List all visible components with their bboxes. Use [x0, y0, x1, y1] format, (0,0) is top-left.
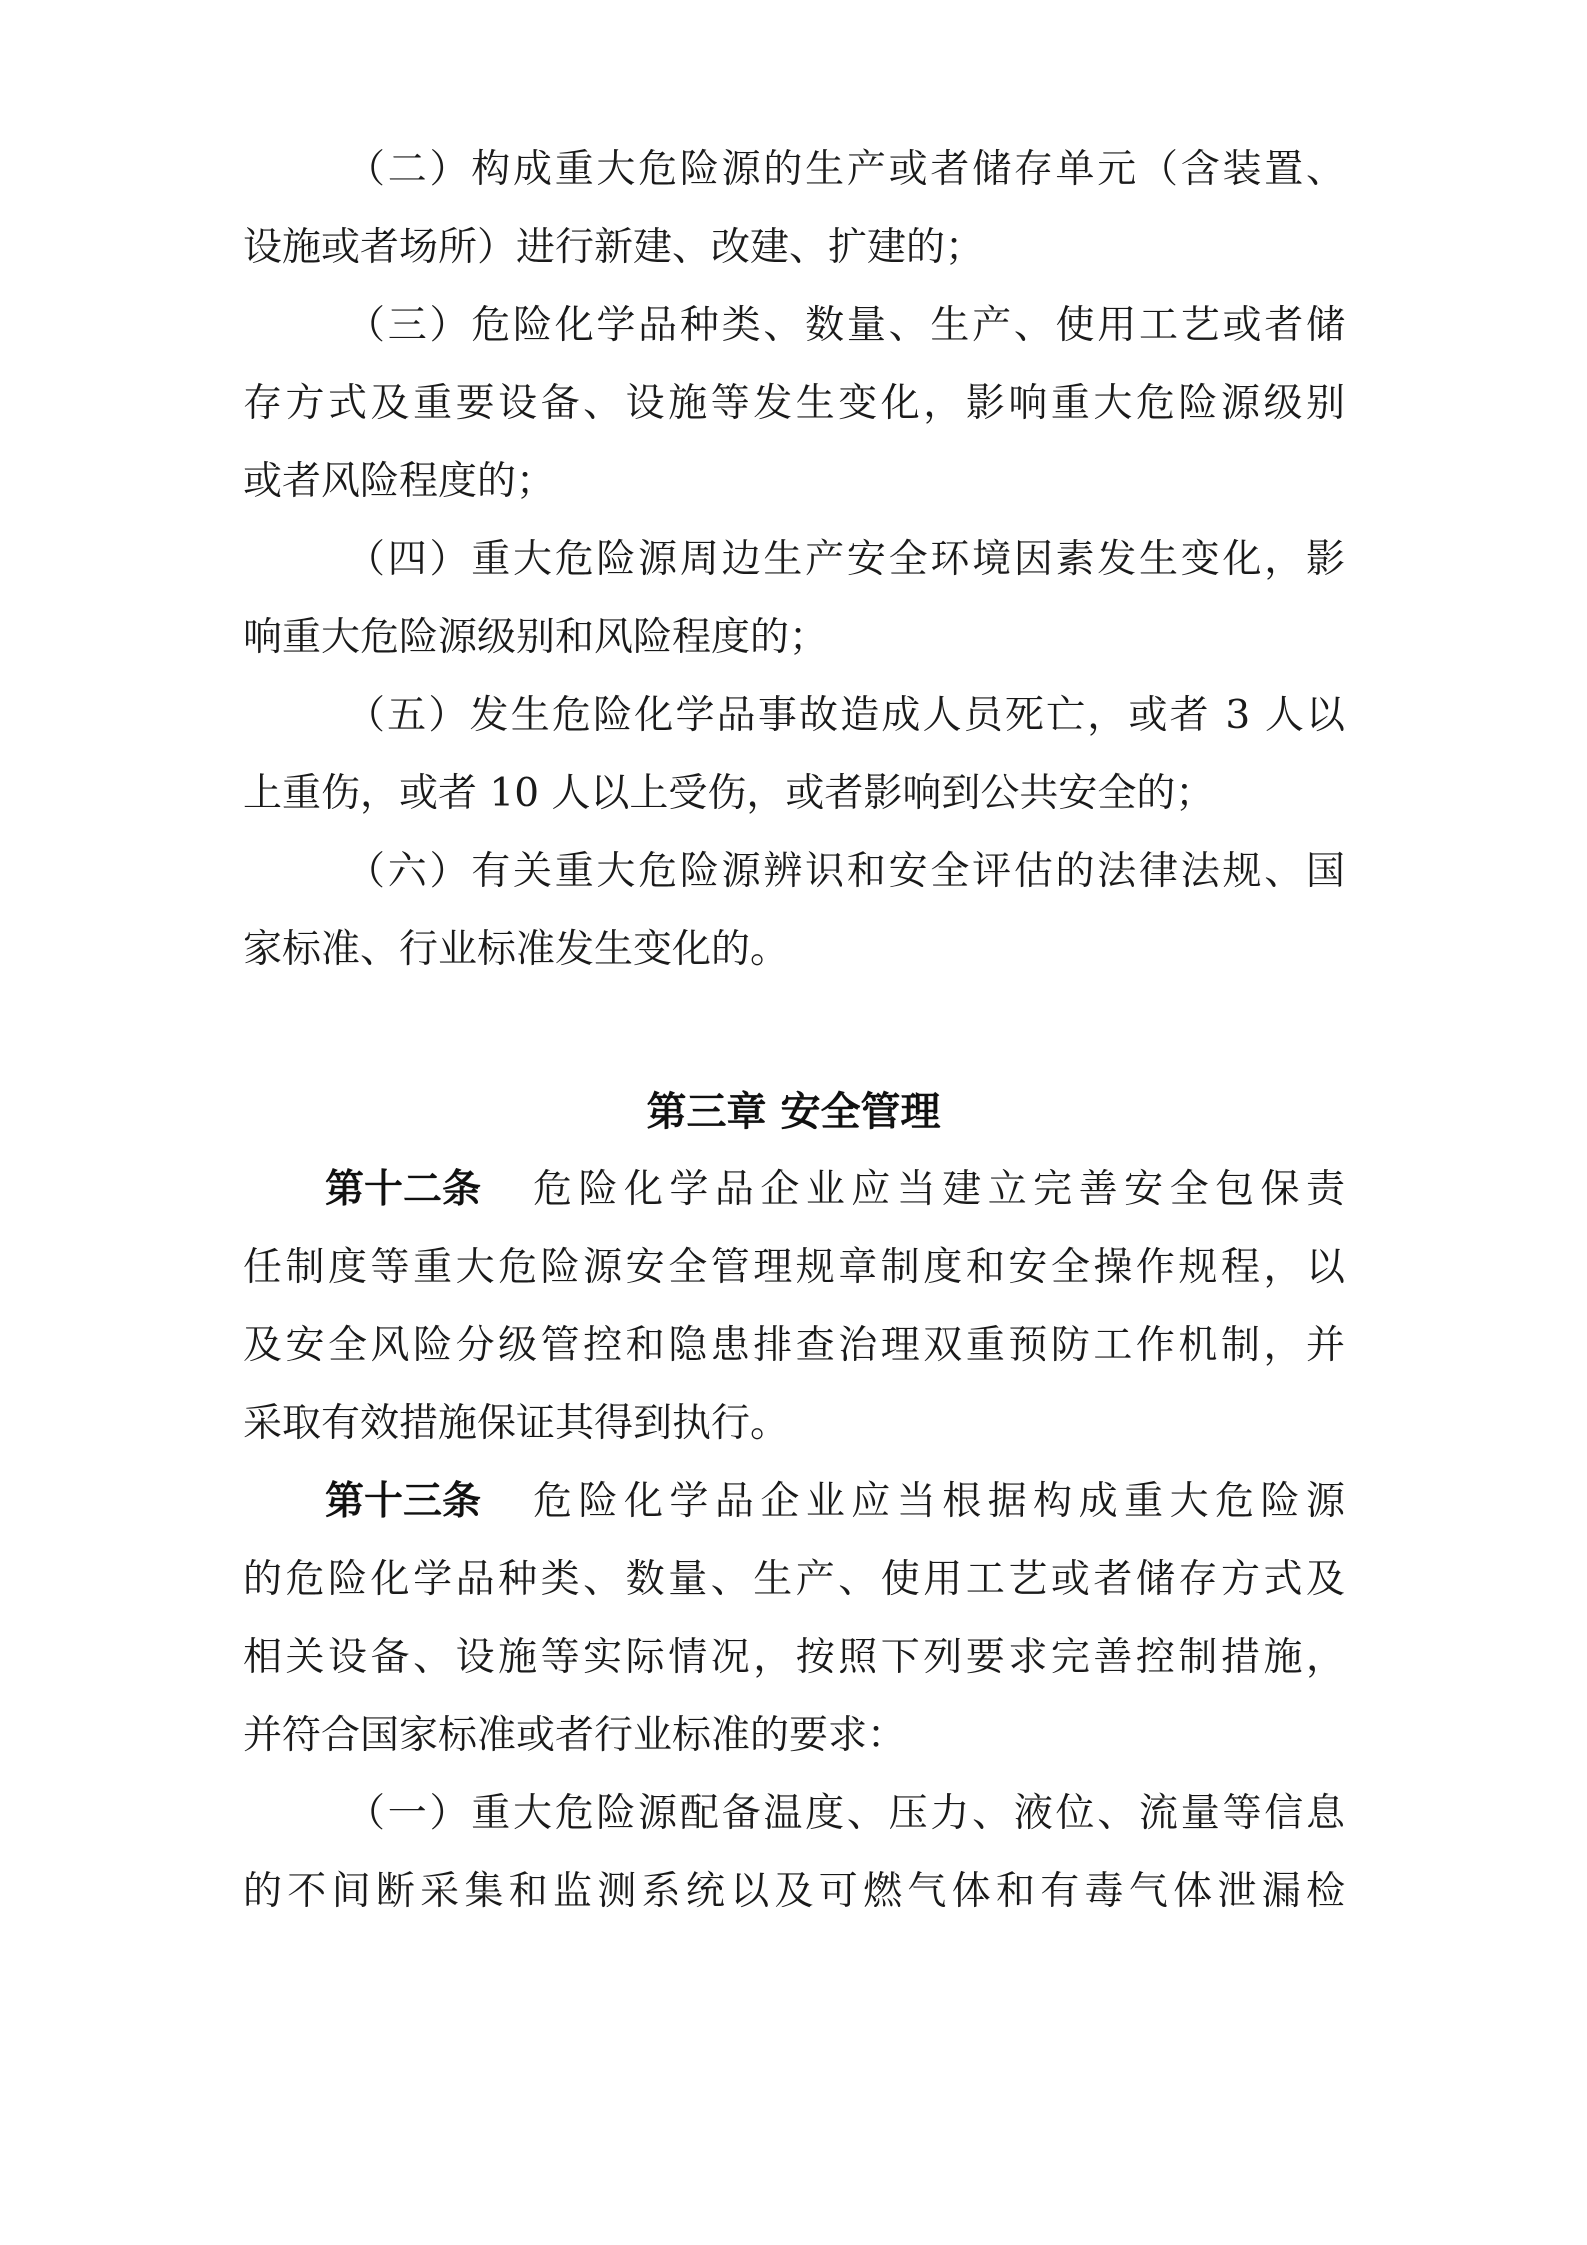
paragraph-line: （六）有关重大危险源辨识和安全评估的法律法规、国 — [346, 849, 1345, 894]
paragraph-line: 采取有效措施保证其得到执行。 — [243, 1401, 790, 1446]
article-text: 危险化学品企业应当根据构成重大危险源 — [533, 1479, 1345, 1524]
paragraph-line: 家标准、行业标准发生变化的。 — [243, 927, 790, 972]
paragraph-line: 任制度等重大危险源安全管理规章制度和安全操作规程，以 — [243, 1245, 1345, 1290]
paragraph-line: （四）重大危险源周边生产安全环境因素发生变化，影 — [346, 537, 1345, 582]
article-12-first-line — [325, 1166, 1345, 1214]
paragraph-line: 设施或者场所）进行新建、改建、扩建的； — [243, 225, 985, 270]
article-number: 第十三条 — [325, 1479, 482, 1524]
article-13-first-line — [325, 1478, 1345, 1526]
paragraph-line: 上重伤，或者 10 人以上受伤，或者影响到公共安全的； — [243, 771, 1215, 816]
paragraph-line: （一）重大危险源配备温度、压力、液位、流量等信息 — [346, 1791, 1345, 1836]
paragraph-line: 的危险化学品种类、数量、生产、使用工艺或者储存方式及 — [243, 1557, 1345, 1602]
paragraph-line: 及安全风险分级管控和隐患排查治理双重预防工作机制，并 — [243, 1323, 1345, 1368]
paragraph-line: 并符合国家标准或者行业标准的要求： — [243, 1713, 907, 1758]
paragraph-line: 相关设备、设施等实际情况，按照下列要求完善控制措施， — [243, 1635, 1345, 1680]
paragraph-line: 存方式及重要设备、设施等发生变化，影响重大危险源级别 — [243, 381, 1345, 426]
paragraph-line: （三）危险化学品种类、数量、生产、使用工艺或者储 — [346, 303, 1345, 348]
paragraph-line: 或者风险程度的； — [243, 459, 556, 504]
article-number: 第十二条 — [325, 1167, 482, 1212]
article-text: 危险化学品企业应当建立完善安全包保责 — [533, 1167, 1345, 1212]
paragraph-line: （二）构成重大危险源的生产或者储存单元（含装置、 — [346, 147, 1345, 192]
paragraph-line: 响重大危险源级别和风险程度的； — [243, 615, 829, 660]
paragraph-line: 的不间断采集和监测系统以及可燃气体和有毒气体泄漏检 — [243, 1869, 1345, 1914]
chapter-title: 第三章 安全管理 — [646, 1089, 941, 1135]
paragraph-line: （五）发生危险化学品事故造成人员死亡，或者 3 人以 — [346, 693, 1345, 738]
